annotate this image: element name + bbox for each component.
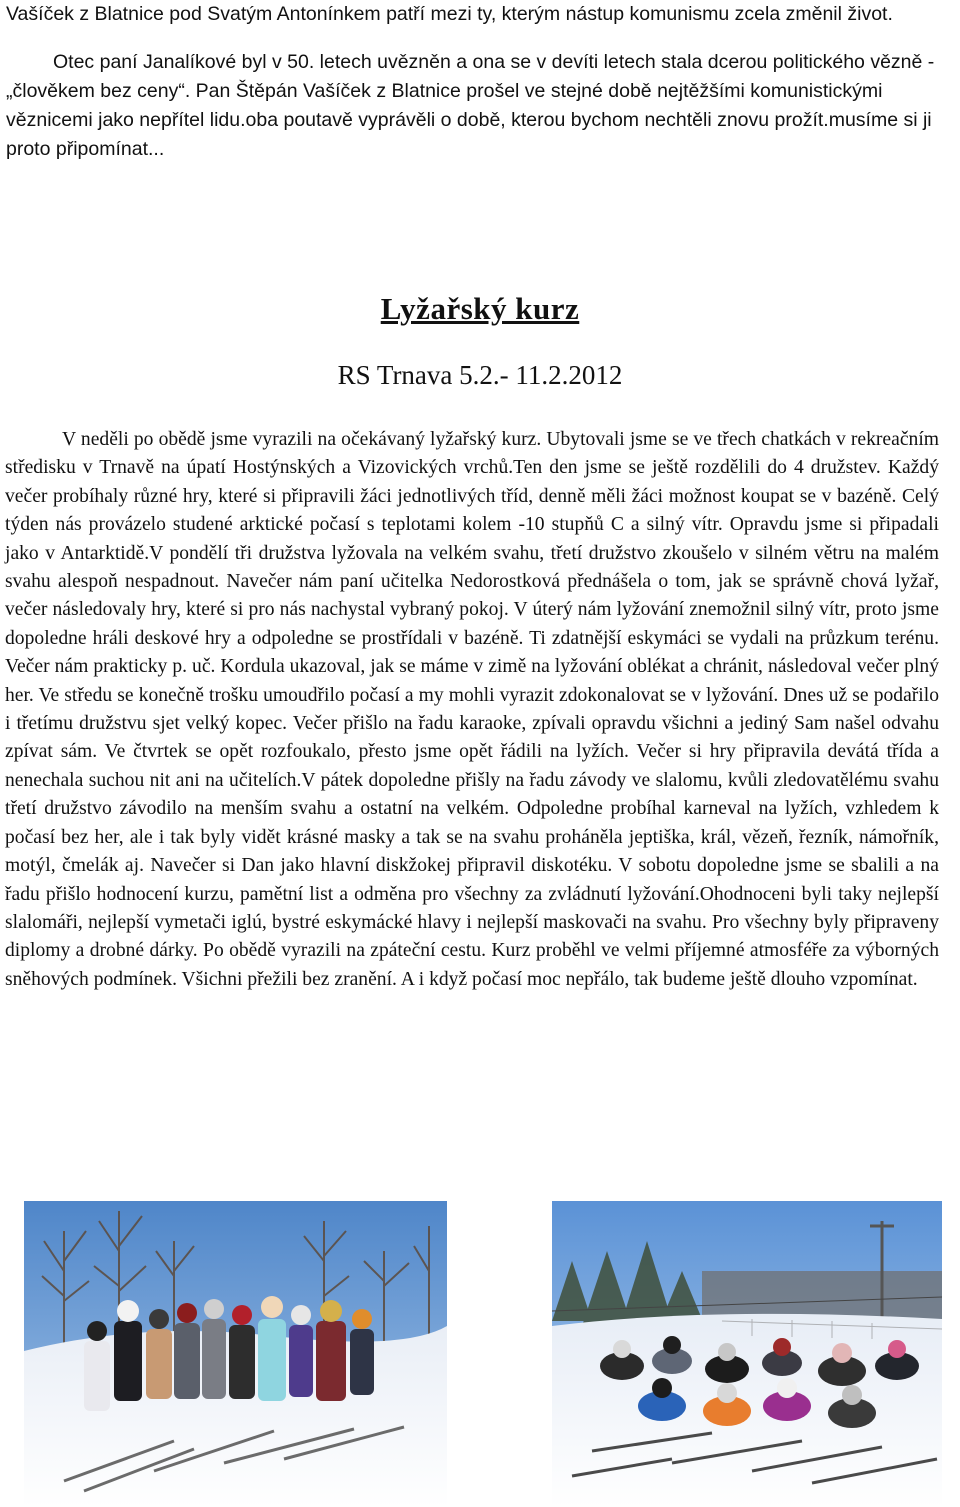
article-subtitle: RS Trnava 5.2.- 11.2.2012 xyxy=(337,360,623,390)
photo-skiers-on-slope xyxy=(552,1201,942,1507)
article-body-text: V neděli po obědě jsme vyrazili na očekávaný lyžařský kurz. Ubytovali jsme se ve třech chatkách v rekreačním středisku v Trnavě na úpatí Hostýnských a Vizovických vrchů.Ten den jsme se ještě rozdělili do 4 družstev. Každý večer probíhaly různé hry, které si připravili žáci jednotlivých tříd, denně měli žáci možnost koupat se v bazéně. Celý týden nás provázelo studené arktické počasí s teplotami kolem -10 stupňů C a silný vítr. Opravdu jsme si připadali jako v Antarktidě.V pondělí tři družstva lyžovala na velkém svahu, třetí družstvo zkoušelo v silném větru na malém svahu alespoň nespadnout. Navečer nám paní učitelka Nedorostková přednášela o tom, jak se správně chová lyžař, večer následovaly hry, které si pro nás nachystal vybraný pokoj. V úterý nám lyžování znemožnil silný vítr, proto jsme dopoledne hráli deskové hry a odpoledne se prostřídali v bazéně. Ti zdatnější eskymáci se vydali na průzkum terénu. Večer nám prakticky p. uč. Kordula ukazoval, jak se máme v zimě na lyžování oblékat a chránit, následoval večer plný her. Ve středu se konečně trošku umoudřilo počasí a my mohli vyrazit zdokonalovat se v lyžování. Dnes už se podařilo i třetímu družstvu sjet velký kopec. Večer přišlo na řadu karaoke, zpívali opravdu všichni a jediný Sam našel odvahu zpívat sám. Ve čtvrtek se opět rozfoukalo, přesto jsme opět řádili na lyžích. Večer si hry připravila devátá třída a nenechala suchou nit ani na učitelích.V pátek dopoledne přišly na řadu závody ve slalomu, kvůli zledovatělému svahu třetí družstvo závodilo na menším svahu a ostatní na velkém. Odpoledne probíhal karneval na lyžích, vzhledem k počasí bez her, ale i tak byly vidět krásné masky a tak se na svahu proháněla jeptiška, král, vězeň, řezník, námořník, motýl, čmelák aj. Navečer si Dan jako hlavní diskžokej připravil diskotéku. V sobotu dopoledne jsme se sbalili a na řadu přišlo hodnocení kurzu, pamětní list a odměna pro všechny za zvládnutí lyžování.Ohodnoceni byli taky nejlepší slalomáři, nejlepší vymetači iglú, bystré eskymácké hlavy i nejlepší maskovači na svahu. Pro všechny byly připraveny diplomy a drobné dárky. Po obědě vyrazili na zpáteční cestu. Kurz proběhl ve velmi příjemné atmosféře za výborných sněhových podmínek. Všichni přežili bez zranění. A i když počasí moc nepřálo, tak budeme ještě dlouho vzpomínat. xyxy=(5,429,939,990)
intro-paragraph-1: Vašíček z Blatnice pod Svatým Antonínkem patří mezi ty, kterým nástup komunismu zcela změnil život. xyxy=(6,3,893,25)
intro-text xyxy=(6,0,946,164)
photo-costumed-skiers xyxy=(24,1201,447,1507)
article-body xyxy=(5,426,939,994)
intro-paragraph-2: Otec paní Janalíkové byl v 50. letech uvězněn a ona se v devíti letech stala dcerou politického vězně - „člověkem bez ceny“. Pan Štěpán Vašíček z Blatnice prošel ve stejné době nejtěžšími komunistickými věznicemi jako nepřítel lidu.oba poutavě vyprávěli o době, kterou bychom nechtěli znovu prožít.musíme si ji proto připomínat... xyxy=(6,51,935,160)
article-title: Lyžařský kurz xyxy=(380,291,580,326)
